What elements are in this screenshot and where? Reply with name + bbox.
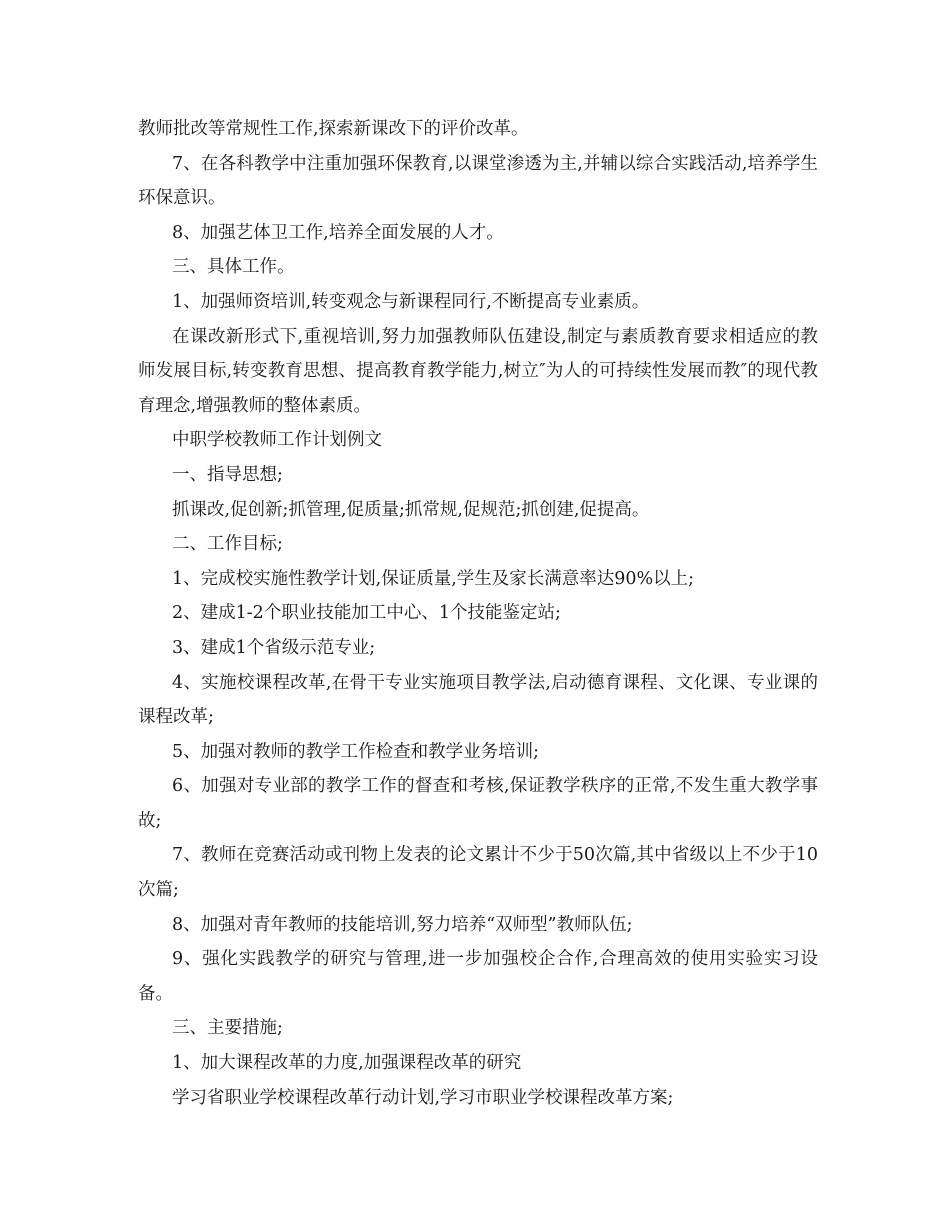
paragraph: 抓课改,促创新;抓管理,促质量;抓常规,促规范;抓创建,促提高。 (172, 499, 650, 520)
list-item: 6、加强对专业部的教学工作的督查和考核,保证教学秩序的正常,不发生重大教学事故; (138, 776, 818, 831)
section-heading: 三、具体工作。 (172, 257, 295, 278)
list-item: 2、建成1-2个职业技能加工中心、1个技能鉴定站; (172, 603, 561, 624)
section-heading: 二、工作目标; (172, 534, 283, 555)
list-item: 9、强化实践教学的研究与管理,进一步加强校企合作,合理高效的使用实验实习设备。 (138, 949, 818, 1004)
paragraph: 在课改新形式下,重视培训,努力加强教师队伍建设,制定与素质教育要求相适应的教师发展目标,转变教育思想、提高教育教学能力,树立″为人的可持续性发展而教″的现代教育理念,增强教师的整体素质。 (138, 326, 818, 416)
paragraph: 8、加强艺体卫工作,培养全面发展的人才。 (172, 222, 504, 243)
list-item: 1、加大课程改革的力度,加强课程改革的研究 (172, 1053, 522, 1074)
list-item: 3、建成1个省级示范专业; (172, 637, 376, 658)
list-item: 1、完成校实施性教学计划,保证质量,学生及家长满意率达90%以上; (172, 568, 695, 589)
section-heading: 三、主要措施; (172, 1018, 283, 1039)
list-item: 7、教师在竞赛活动或刊物上发表的论文累计不少于50次篇,其中省级以上不少于10次篇; (138, 845, 818, 901)
paragraph: 1、加强师资培训,转变观念与新课程同行,不断提高专业素质。 (172, 291, 650, 312)
section-heading: 一、指导思想; (172, 464, 283, 485)
list-item: 5、加强对教师的教学工作检查和教学业务培训; (172, 741, 540, 762)
paragraph: 7、在各科教学中注重加强环保教育,以课堂渗透为主,并辅以综合实践活动,培养学生环保意识。 (138, 153, 818, 209)
list-item: 4、实施校课程改革,在骨干专业实施项目教学法,启动德育课程、文化课、专业课的课程改革; (138, 672, 818, 728)
paragraph: 教师批改等常规性工作,探索新课改下的评价改革。 (138, 119, 529, 139)
document-title: 中职学校教师工作计划例文 (172, 430, 382, 451)
list-item: 8、加强对青年教师的技能培训,努力培养“双师型”教师队伍; (172, 914, 633, 935)
document-body (138, 112, 818, 1115)
paragraph: 学习省职业学校课程改革行动计划,学习市职业学校课程改革方案; (172, 1087, 674, 1108)
